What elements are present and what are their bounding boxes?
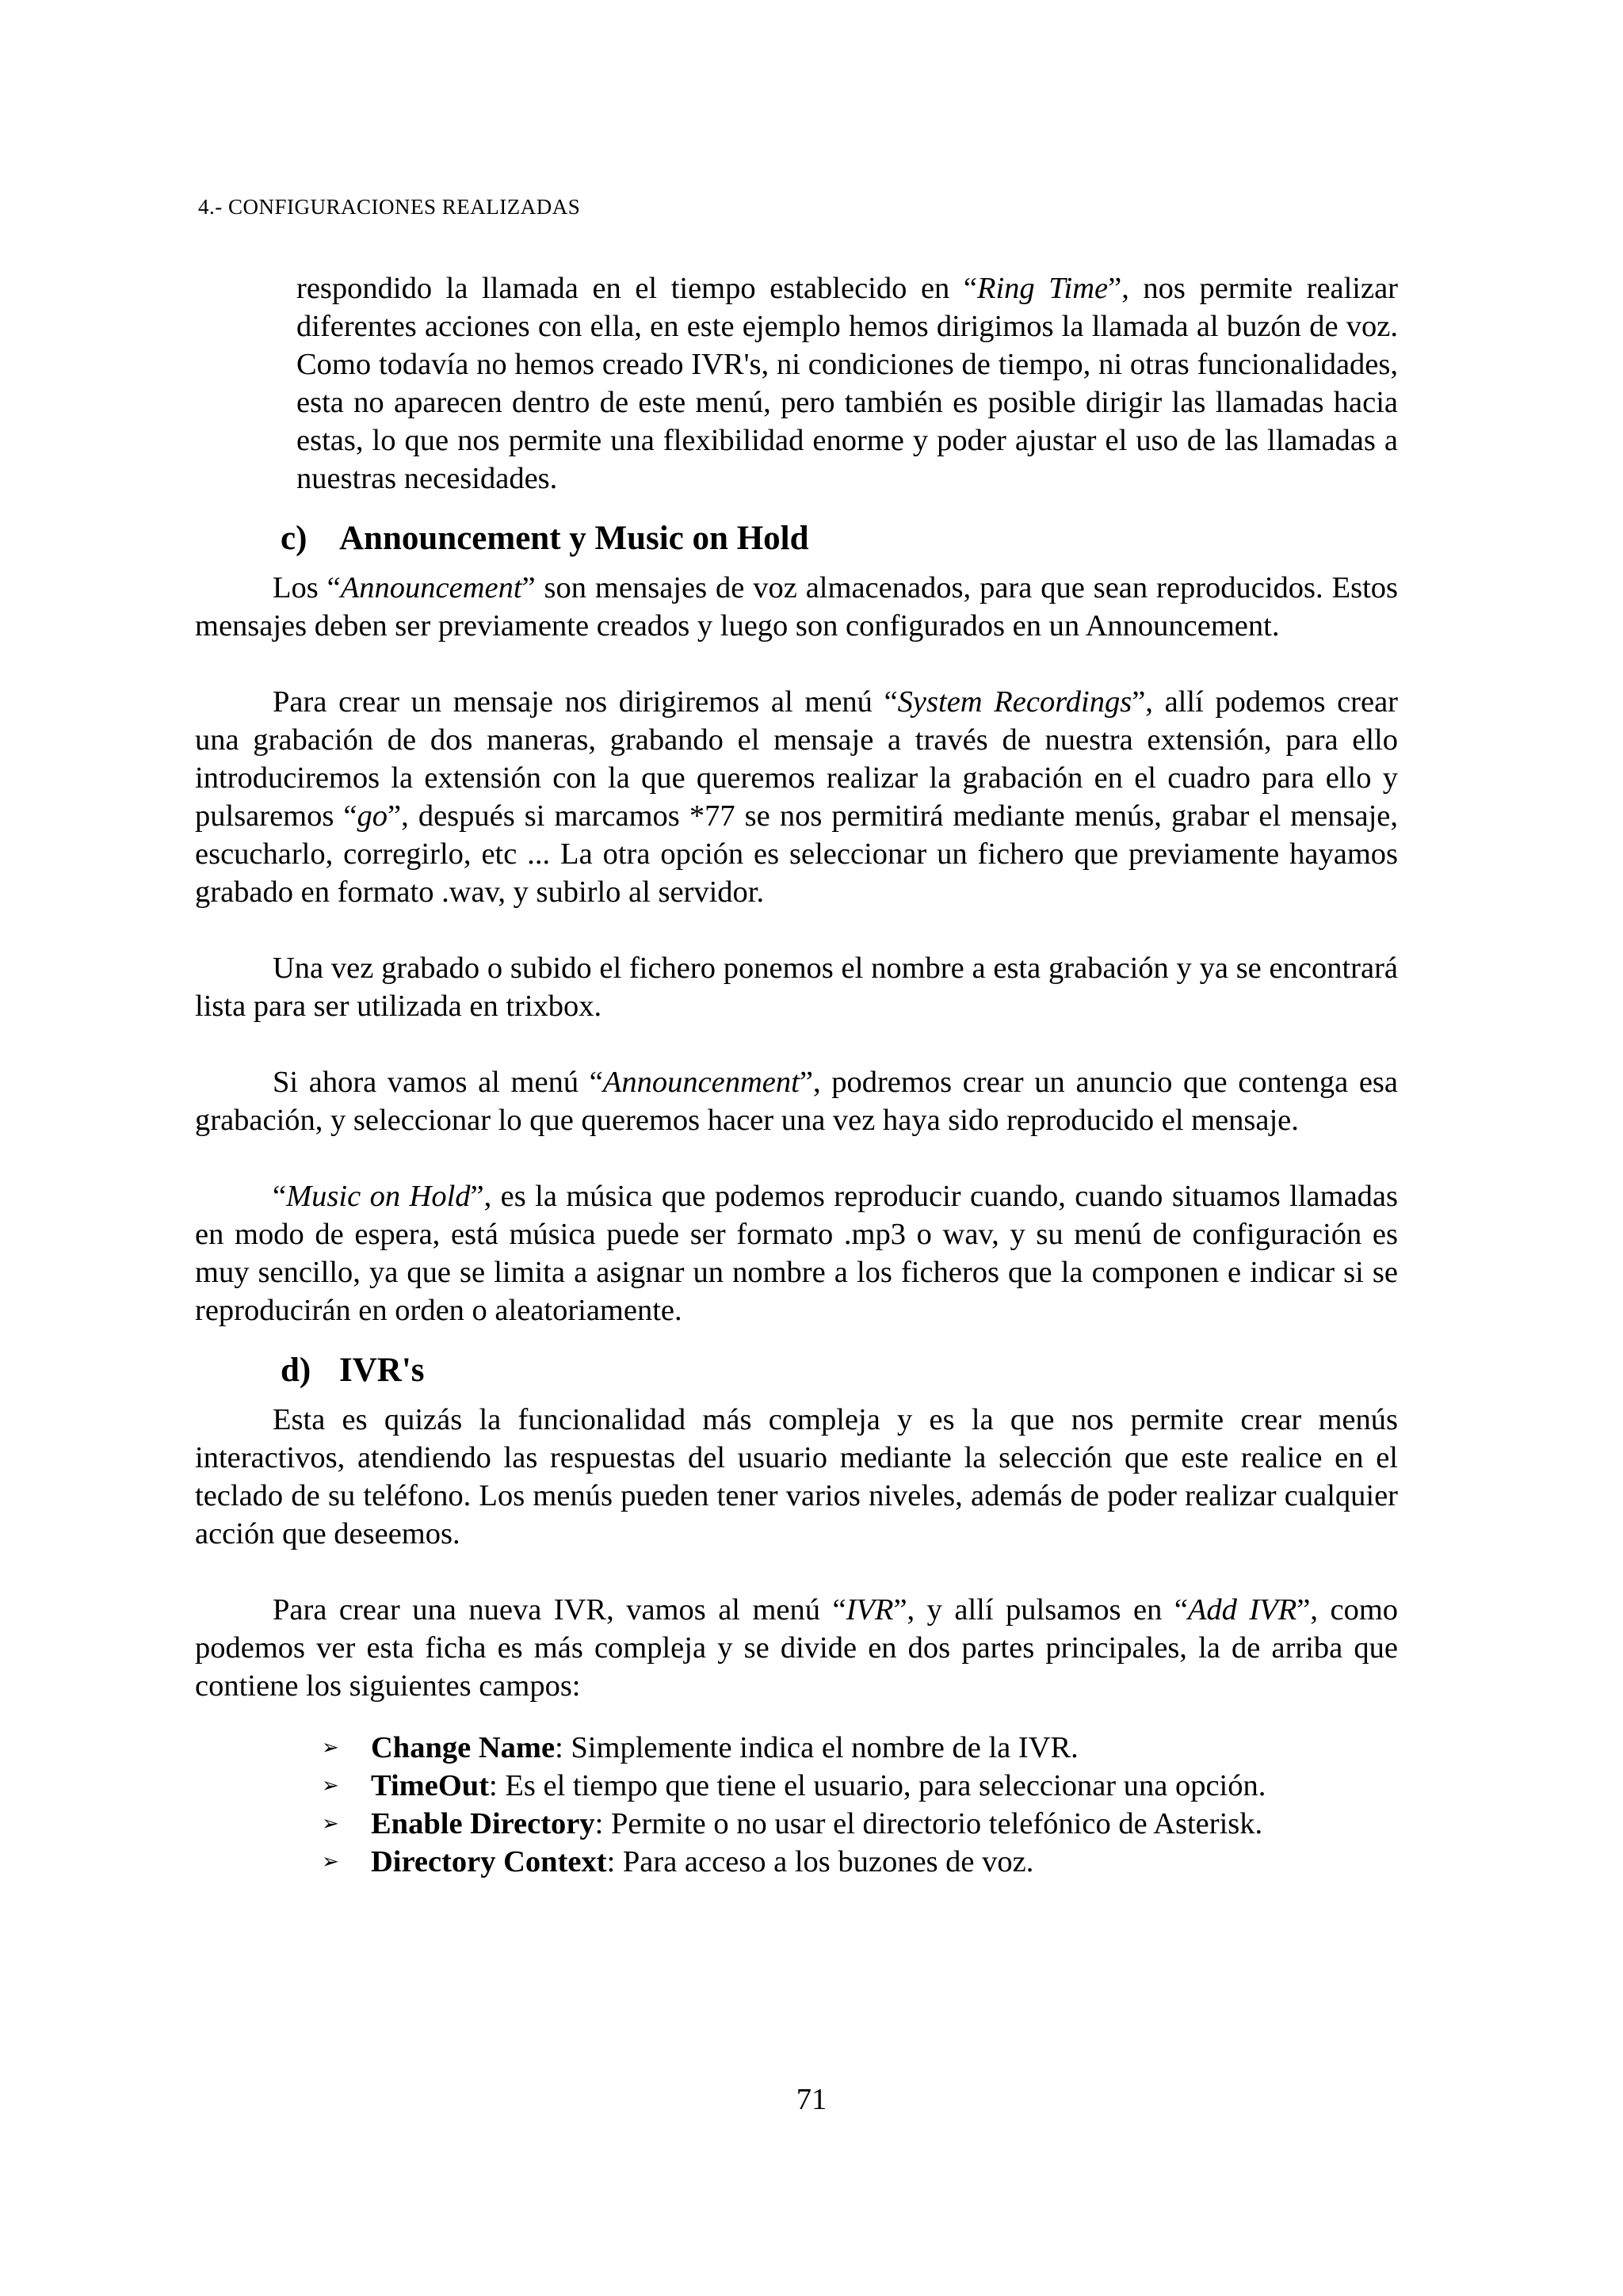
running-header: 4.- CONFIGURACIONES REALIZADAS	[198, 195, 581, 219]
paragraph-system-recordings: Para crear un mensaje nos dirigiremos al menú “System Recordings”, allí podemos crear una grabación de dos maneras, grabando el mensaje a través de nuestra extensión, para ello introduciremos la extensión con la que queremos realizar la grabación en el cuadro para ello y pulsaremos “go”, después si marcamos *77 se nos permitirá mediante menús, grabar el mensaje, escucharlo, corregirlo, etc ... La otra opción es seleccionar un fichero que previamente hayamos grabado en formato .wav, y subirlo al servidor.	[195, 685, 1398, 909]
paragraph-ivr-intro: Esta es quizás la funcionalidad más compleja y es la que nos permite crear menús interactivos, atendiendo las respuestas del usuario mediante la selección que este realice en el teclado de su teléfono. Los menús pueden tener varios niveles, además de poder realizar cualquier acción que deseemos.	[195, 1403, 1398, 1550]
list-item: ➢ TimeOut: Es el tiempo que tiene el usuario, para seleccionar una opción.	[322, 1767, 1398, 1805]
list-item: ➢ Change Name: Simplemente indica el nombre de la IVR.	[322, 1729, 1398, 1767]
ivr-fields-list	[195, 1729, 1398, 1881]
arrow-bullet-icon: ➢	[322, 1736, 339, 1760]
page-number: 71	[796, 2083, 827, 2116]
intro-paragraph: respondido la llamada en el tiempo establecido en “Ring Time”, nos permite realizar diferentes acciones con ella, en este ejemplo hemos dirigimos la llamada al buzón de voz. Como todavía no hemos creado IVR's, ni condiciones de tiempo, ni otras funcionalidades, esta no aparecen dentro de este menú, pero también es posible dirigir las llamadas hacia estas, lo que nos permite una flexibilidad enorme y poder ajustar el uso de las llamadas a nuestras necesidades.	[296, 272, 1399, 495]
paragraph-announcement-menu: Si ahora vamos al menú “Announcenment”, podremos crear un anuncio que contenga esa grabación, y seleccionar lo que queremos hacer una vez haya sido reproducido el mensaje.	[195, 1066, 1398, 1137]
list-item: ➢ Directory Context: Para acceso a los buzones de voz.	[322, 1843, 1398, 1881]
arrow-bullet-icon: ➢	[322, 1774, 339, 1798]
page-content	[195, 269, 1398, 1881]
arrow-bullet-icon: ➢	[322, 1812, 339, 1836]
arrow-bullet-icon: ➢	[322, 1850, 339, 1874]
list-item: ➢ Enable Directory: Permite o no usar el directorio telefónico de Asterisk.	[322, 1805, 1398, 1843]
paragraph-announcement-intro: Los “Announcement” son mensajes de voz almacenados, para que sean reproducidos. Estos mensajes deben ser previamente creados y luego son configurados en un Announcement.	[195, 571, 1398, 643]
paragraph-music-on-hold: “Music on Hold”, es la música que podemos reproducir cuando, cuando situamos llamadas en modo de espera, está música puede ser formato .mp3 o wav, y su menú de configuración es muy sencillo, ya que se limita a asignar un nombre a los ficheros que la componen e indicar si se reproducirán en orden o aleatoriamente.	[195, 1180, 1398, 1327]
paragraph-recording-ready: Una vez grabado o subido el fichero ponemos el nombre a esta grabación y ya se encontrará lista para ser utilizada en trixbox.	[195, 952, 1398, 1023]
paragraph-add-ivr: Para crear una nueva IVR, vamos al menú “IVR”, y allí pulsamos en “Add IVR”, como podemos ver esta ficha es más compleja y se divide en dos partes principales, la de arriba que contiene los siguientes campos:	[195, 1593, 1399, 1703]
section-heading-announcement: c) Announcement y Music on Hold	[281, 520, 809, 557]
section-heading-ivr: d) IVR's	[281, 1352, 425, 1389]
